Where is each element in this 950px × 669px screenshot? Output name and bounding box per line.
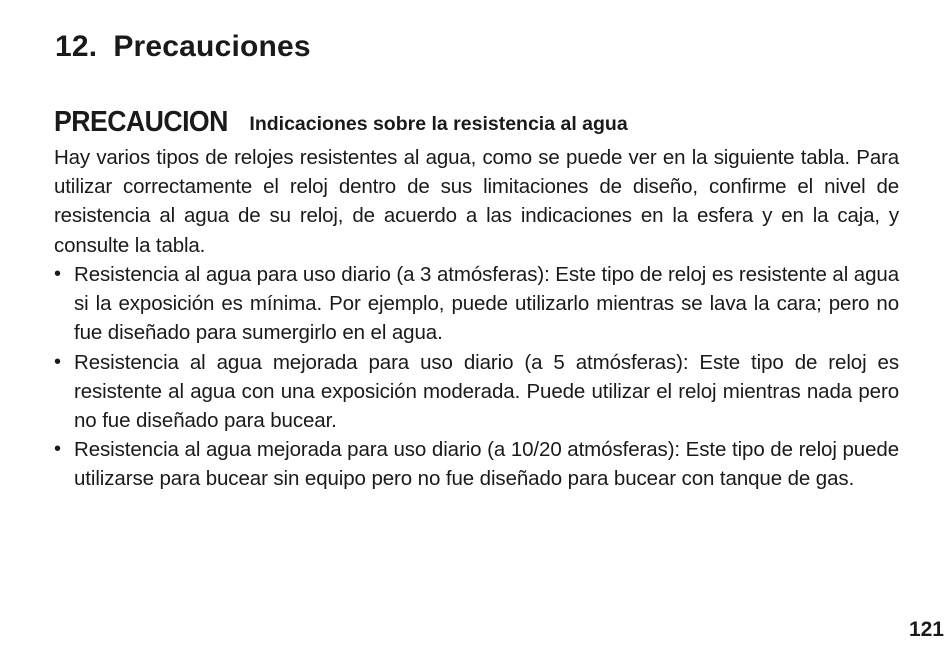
page-number: 121 [908,618,944,641]
list-item [54,260,899,348]
resistance-list [54,260,899,494]
caution-subtitle: Indicaciones sobre la resistencia al agua [249,113,628,135]
bullet-marker: • [54,350,61,373]
intro-paragraph: Hay varios tipos de relojes resistentes al agua, como se puede ver en la siguiente tabla. Para utilizar correctamente el reloj dentro de sus limitaciones de diseño, confirme el nivel de resistencia al agua de su reloj, de acuerdo a las indicaciones en la esfera y en la caja, y consulte la tabla. [54,146,899,257]
list-item-text: Resistencia al agua para uso diario (a 3 atmósferas): Este tipo de reloj es resistente al agua si la exposición es mínima. Por ejemplo, puede utilizarlo mientras se lava la cara; pero no fue diseñado para sumergirlo en el agua. [74,263,899,345]
list-item-text: Resistencia al agua mejorada para uso diario (a 10/20 atmósferas): Este tipo de reloj puede utilizarse para bucear sin equipo pero no fue diseñado para bucear con tanque de gas. [74,438,899,491]
caution-label: PRECAUCION [54,106,228,138]
section-title: Precauciones [113,30,311,63]
list-item [54,435,899,493]
bullet-marker: • [54,263,61,285]
section-heading [55,30,311,64]
caution-heading [54,106,628,139]
section-number: 12. [55,30,98,63]
list-item-text: Resistencia al agua mejorada para uso diario (a 5 atmósferas): Este tipo de reloj es resistente al agua con una exposición moderada. Puede utilizar el reloj mientras nada pero no fue diseñado para bucear. [74,350,899,433]
list-item [54,348,899,436]
bullet-marker: • [54,438,61,461]
